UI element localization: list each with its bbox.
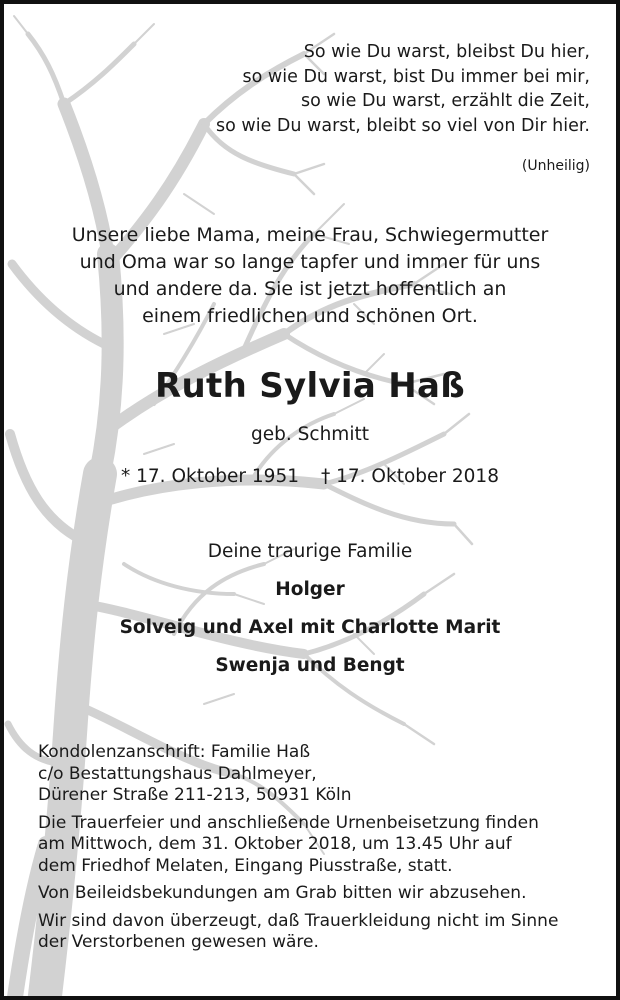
attire-note [38,911,598,954]
condolence-note: Von Beileidsbekundungen am Grab bitten wir abzusehen. [38,883,527,903]
family-member: Swenja und Bengt [215,655,405,676]
birth-date: * 17. Oktober 1951 [121,466,299,487]
address-line: c/o Bestattungshaus Dahlmeyer, [38,763,317,784]
intro-line: Unsere liebe Mama, meine Frau, Schwiegermutter [71,224,549,246]
ceremony-line: am Mittwoch, dem 31. Oktober 2018, um 13.45 Uhr auf [38,834,512,854]
poem-line: so wie Du warst, bleibt so viel von Dir hier. [216,115,590,136]
family-signature [4,540,616,692]
address-line: Dürener Straße 211-213, 50931 Köln [38,785,352,805]
poem-line: so wie Du warst, bist Du immer bei mir, [242,66,590,87]
deceased-name: Ruth Sylvia Haß [155,366,465,406]
family-member: Holger [275,579,345,600]
intro-text [4,222,616,330]
address-line: Kondolenzanschrift: Familie Haß [38,742,311,762]
poem-verse [216,40,590,138]
attire-line: der Verstorbenen gewesen wäre. [38,932,319,952]
maiden-name: geb. Schmitt [251,424,369,445]
intro-line: und Oma war so lange tapfer und immer für uns [79,251,541,273]
death-date: † 17. Oktober 2018 [321,466,499,487]
poem-source: (Unheilig) [521,158,590,174]
condolence-address [38,742,598,807]
life-dates [4,466,616,487]
family-lead: Deine traurige Familie [207,541,413,562]
poem-line: so wie Du warst, erzählt die Zeit, [301,91,590,111]
intro-line: und andere da. Sie ist jetzt hoffentlich an [113,278,507,300]
family-member: Solveig und Axel mit Charlotte Marit [119,617,501,638]
ceremony-line: Die Trauerfeier und anschließende Urnenbeisetzung finden [38,812,539,833]
intro-line: einem friedlichen und schönen Ort. [142,305,478,327]
poem-line: So wie Du warst, bleibst Du hier, [303,42,590,62]
footer-information [38,742,598,960]
notice-content [4,4,616,996]
attire-line: Wir sind davon überzeugt, daß Trauerkleidung nicht im Sinne [38,910,559,931]
ceremony-details [38,813,598,878]
ceremony-line: dem Friedhof Melaten, Eingang Piusstraße, statt. [38,855,453,876]
